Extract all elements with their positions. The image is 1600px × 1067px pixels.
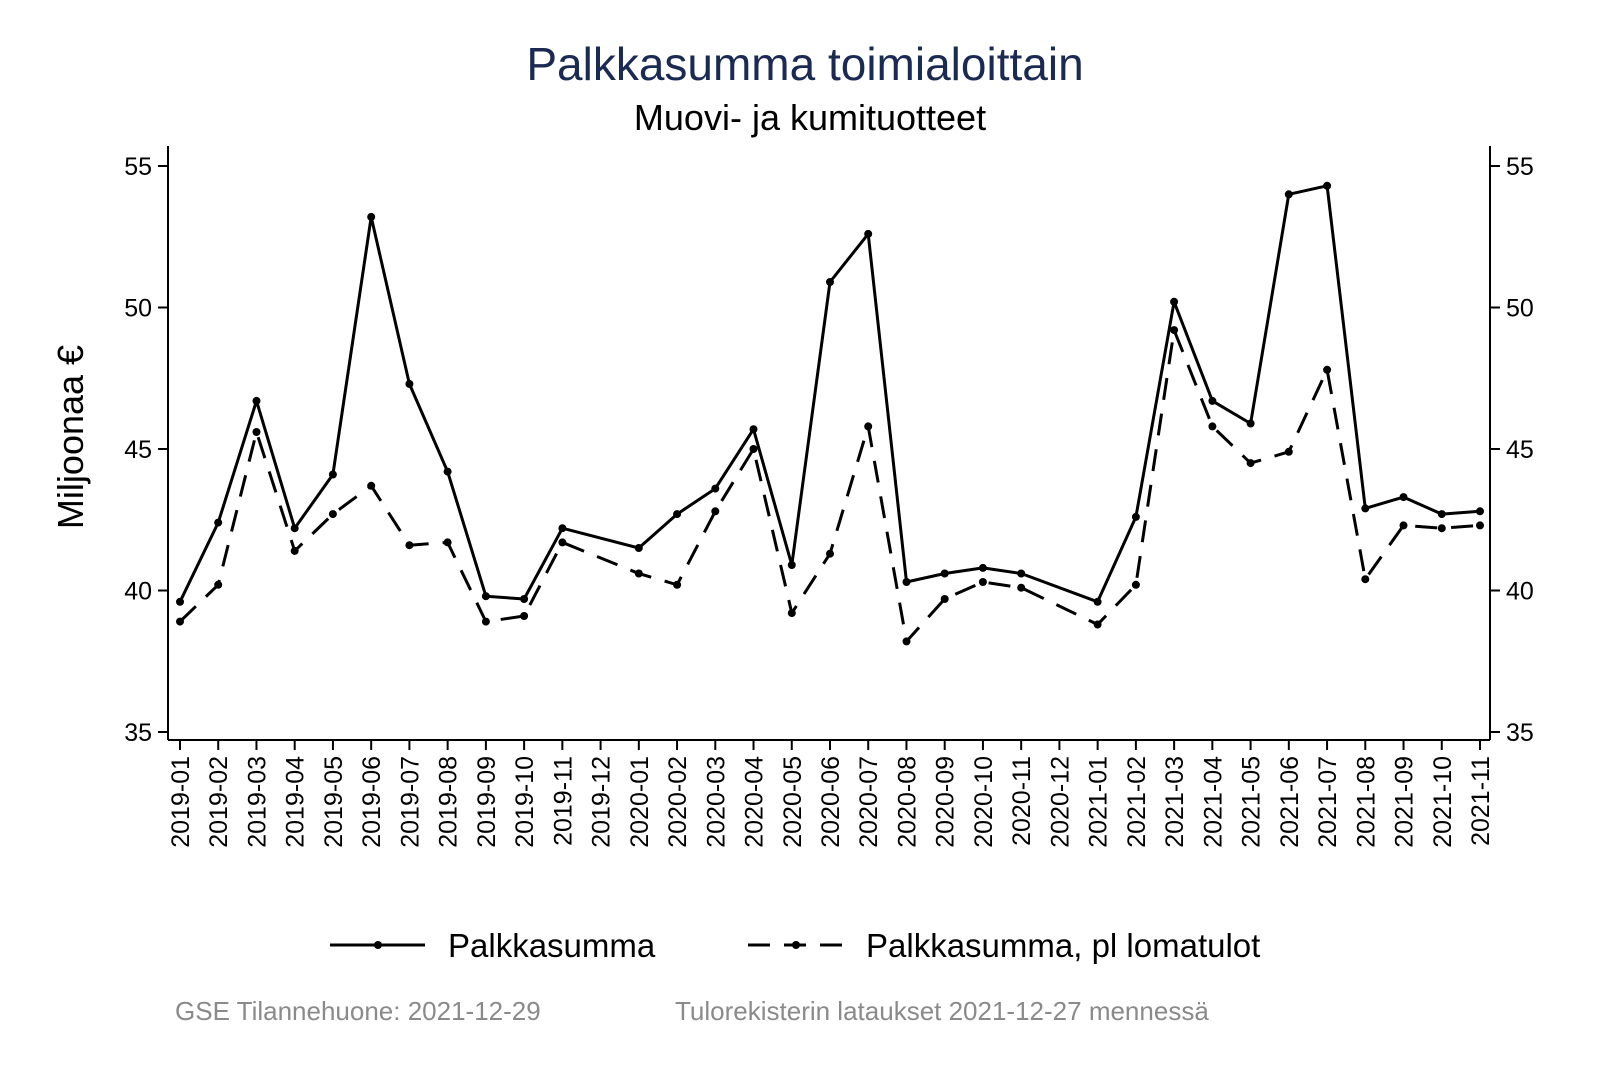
x-tick-label: 2021-05 [1237, 756, 1266, 848]
y-ticks-left [124, 153, 168, 747]
x-tick-label: 2021-11 [1467, 756, 1495, 846]
data-point [329, 510, 337, 518]
legend [330, 927, 1260, 964]
x-tick-label: 2020-04 [740, 756, 769, 848]
data-point [1247, 459, 1255, 467]
data-point [214, 519, 222, 527]
data-point [635, 544, 643, 552]
data-point [1285, 190, 1293, 198]
data-point [826, 278, 834, 286]
data-point [864, 422, 872, 430]
data-point [520, 595, 528, 603]
y-tick-label-right: 50 [1506, 294, 1534, 323]
data-point [711, 507, 719, 515]
data-point [520, 612, 528, 620]
chart-title: Palkkasumma toimialoittain [526, 38, 1084, 90]
x-tick-label: 2021-07 [1314, 756, 1343, 848]
x-tick-label: 2019-01 [167, 756, 195, 848]
y-axis-label: Miljoonaa € [50, 344, 91, 530]
data-point [1132, 513, 1140, 521]
x-tick-label: 2020-07 [855, 756, 884, 848]
x-tick-label: 2020-09 [931, 756, 960, 848]
series-layer [176, 182, 1484, 646]
series-palkkasumma [176, 182, 1484, 606]
data-point [1132, 581, 1140, 589]
data-point [1476, 521, 1484, 529]
x-tick-label: 2020-06 [817, 756, 845, 848]
data-point [444, 468, 452, 476]
x-tick-label: 2021-02 [1122, 756, 1151, 848]
data-point [1094, 621, 1102, 629]
data-point [673, 510, 681, 518]
data-point [291, 524, 299, 532]
x-tick-label: 2019-05 [319, 756, 348, 848]
legend-marker-solid [374, 941, 382, 949]
x-tick-label: 2021-03 [1161, 756, 1190, 848]
legend-marker-dashed [792, 941, 800, 949]
x-tick-label: 2019-09 [472, 756, 501, 848]
x-tick-label: 2019-07 [396, 756, 425, 848]
data-point [1017, 570, 1025, 578]
footer-source: GSE Tilannehuone: 2021-12-29 [175, 996, 541, 1026]
data-point [482, 592, 490, 600]
data-point [444, 538, 452, 546]
chart-subtitle: Muovi- ja kumituotteet [633, 97, 987, 138]
data-point [1361, 575, 1369, 583]
x-tick-label: 2019-10 [511, 756, 540, 848]
data-point [558, 524, 566, 532]
x-tick-label: 2020-12 [1046, 756, 1075, 848]
x-tick-label: 2020-05 [778, 756, 807, 848]
x-tick-label: 2021-08 [1352, 756, 1381, 848]
y-tick-label-right: 45 [1506, 436, 1534, 464]
data-point [979, 578, 987, 586]
data-point [673, 581, 681, 589]
legend-label-palkkasumma: Palkkasumma [448, 927, 656, 964]
data-point [1438, 510, 1446, 518]
x-tick-label: 2019-12 [587, 756, 616, 848]
data-point [750, 425, 758, 433]
x-tick-label: 2019-03 [243, 756, 272, 848]
x-tick-label: 2021-04 [1199, 756, 1228, 848]
data-point [253, 428, 261, 436]
x-tick-label: 2021-01 [1084, 756, 1113, 848]
data-point [1208, 422, 1216, 430]
data-point [482, 618, 490, 626]
data-point [1017, 584, 1025, 592]
legend-label-pl-lomatulot: Palkkasumma, pl lomatulot [866, 927, 1261, 964]
data-point [253, 397, 261, 405]
series-line [180, 186, 1480, 602]
y-tick-label-left: 40 [124, 577, 152, 606]
data-point [367, 213, 375, 221]
data-point [826, 550, 834, 558]
data-point [1400, 493, 1408, 501]
data-point [558, 538, 566, 546]
data-point [176, 618, 184, 626]
data-point [1170, 326, 1178, 334]
x-tick-label: 2019-11 [549, 756, 578, 846]
y-ticks-right [1490, 153, 1534, 747]
y-tick-label-left: 45 [124, 436, 152, 464]
x-tick-label: 2021-06 [1275, 756, 1304, 848]
data-point [1323, 366, 1331, 374]
x-tick-label: 2020-01 [625, 756, 654, 848]
data-point [1400, 521, 1408, 529]
y-tick-label-left: 50 [124, 294, 152, 323]
x-tick-label: 2020-03 [702, 756, 731, 848]
data-point [1208, 397, 1216, 405]
data-point [750, 445, 758, 453]
x-tick-label: 2021-09 [1390, 756, 1419, 848]
data-point [214, 581, 222, 589]
footer-note: Tulorekisterin lataukset 2021-12-27 mennessä [675, 996, 1209, 1026]
data-point [405, 541, 413, 549]
data-point [788, 609, 796, 617]
data-point [1247, 420, 1255, 428]
data-point [329, 471, 337, 479]
data-point [1170, 298, 1178, 306]
x-tick-label: 2021-10 [1428, 756, 1457, 848]
data-point [291, 547, 299, 555]
y-tick-label-right: 40 [1506, 577, 1534, 606]
data-point [1476, 507, 1484, 515]
data-point [711, 485, 719, 493]
x-tick-label: 2019-04 [281, 756, 310, 848]
x-tick-label: 2019-06 [358, 756, 387, 848]
data-point [1094, 598, 1102, 606]
x-tick-label: 2020-08 [893, 756, 922, 848]
data-point [635, 570, 643, 578]
data-point [941, 595, 949, 603]
data-point [1323, 182, 1331, 190]
data-point [979, 564, 987, 572]
data-point [903, 578, 911, 586]
y-tick-label-right: 35 [1506, 719, 1534, 747]
data-point [1438, 524, 1446, 532]
data-point [903, 637, 911, 645]
y-tick-label-left: 35 [124, 719, 152, 747]
x-ticks [167, 740, 1495, 848]
x-tick-label: 2019-08 [434, 756, 463, 848]
data-point [941, 570, 949, 578]
axes [168, 146, 1490, 740]
data-point [1361, 504, 1369, 512]
data-point [176, 598, 184, 606]
x-tick-label: 2019-02 [205, 756, 234, 848]
data-point [405, 380, 413, 388]
data-point [788, 561, 796, 569]
x-tick-label: 2020-10 [969, 756, 998, 848]
data-point [1285, 448, 1293, 456]
data-point [864, 230, 872, 238]
y-tick-label-left: 55 [124, 153, 152, 181]
x-tick-label: 2020-11 [1008, 756, 1037, 846]
data-point [367, 482, 375, 490]
y-tick-label-right: 55 [1506, 153, 1534, 181]
series-pl-lomatulot [176, 326, 1484, 645]
x-tick-label: 2020-02 [664, 756, 693, 848]
